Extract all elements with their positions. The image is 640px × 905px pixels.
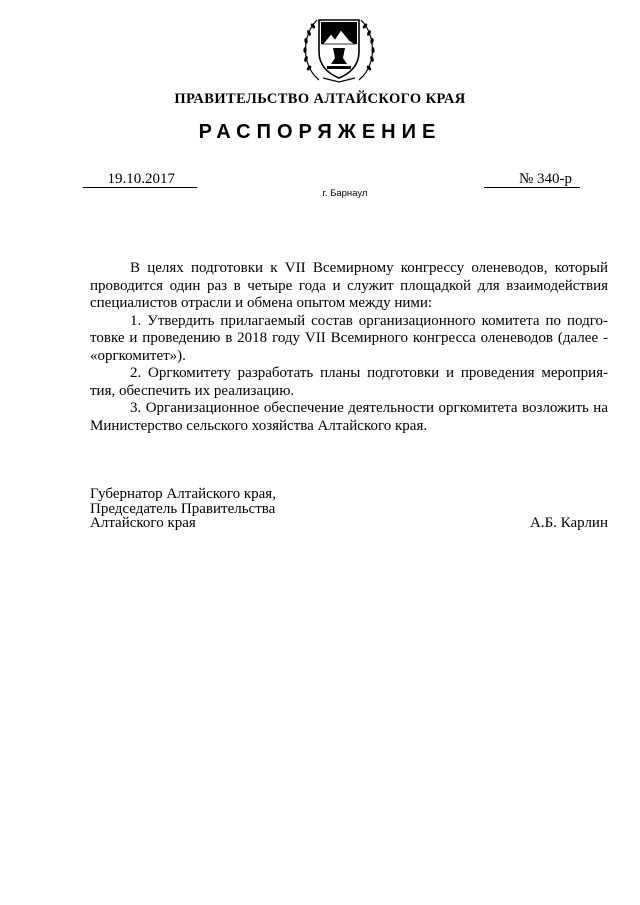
organization-title: ПРАВИТЕЛЬСТВО АЛТАЙСКОГО КРАЯ xyxy=(174,91,466,107)
item-3-paragraph: 3. Организационное обеспечение деятельности оргкомитета возложить на Министерство сельского хозяйства Алтайского края. xyxy=(90,400,608,434)
item-1-paragraph: 1. Утвердить прилагаемый состав организационного комитета по подго-товке и проведению в 2018 году VII Всемирного конгресса оленеводов (далее - «оргкомитет»). xyxy=(90,312,608,364)
coat-of-arms-icon xyxy=(297,12,381,86)
signature-block xyxy=(90,487,608,531)
preamble-paragraph: В целях подготовки к VII Всемирному конгрессу оленеводов, который проводится один раз в четыре года и служит площадкой для взаимодействия специалистов отрасли и обмена опытом между ними: xyxy=(90,260,608,311)
document-city: г. Барнаул xyxy=(322,188,368,199)
document-date: 19.10.2017 xyxy=(83,172,197,188)
item-2-paragraph: 2. Оргкомитету разработать планы подготовки и проведения мероприя-тия, обеспечить их реализацию. xyxy=(90,365,608,399)
signatory-title-line-3: Алтайского края xyxy=(90,515,196,531)
signatory-name: А.Б. Карлин xyxy=(529,515,608,531)
signatory-title-line-1: Губернатор Алтайского края, xyxy=(90,486,276,502)
document-type: РАСПОРЯЖЕНИЕ xyxy=(198,121,442,143)
signatory-title-line-2: Председатель Правительства xyxy=(90,500,276,517)
document-number: № 340-р xyxy=(484,172,580,188)
document-body xyxy=(90,260,608,435)
